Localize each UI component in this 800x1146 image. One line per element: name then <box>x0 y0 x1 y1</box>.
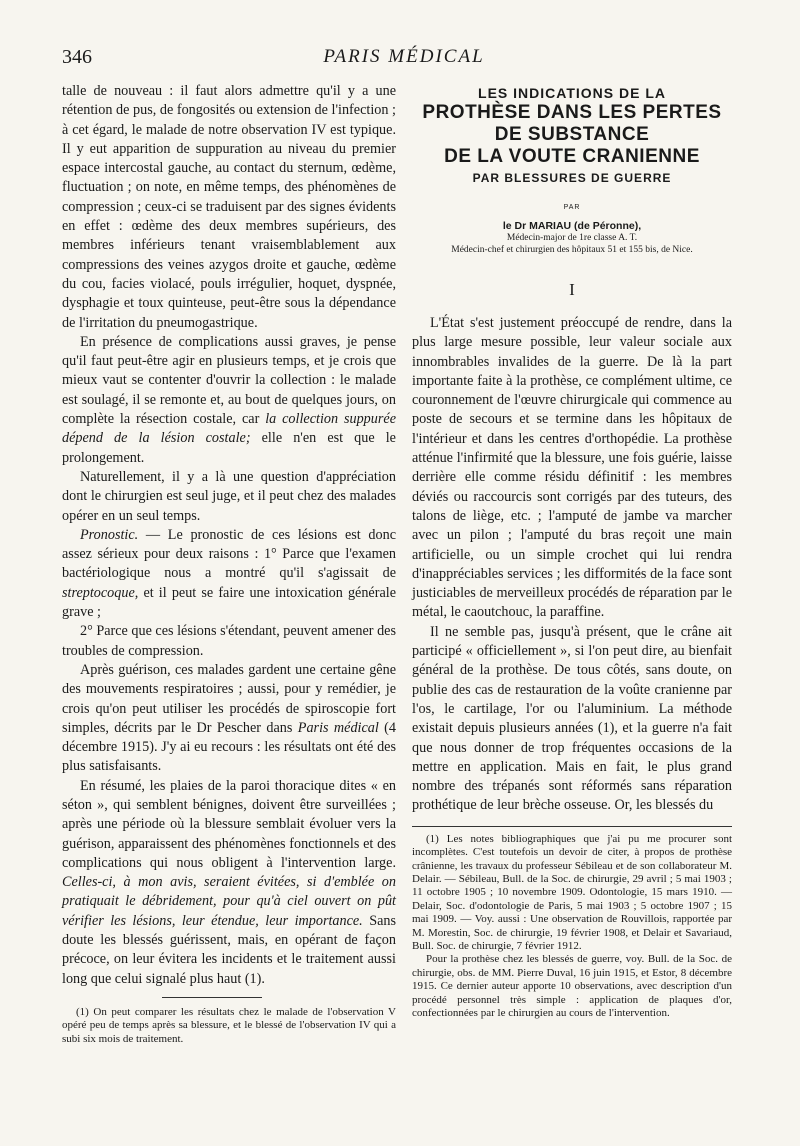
byline-par: PAR <box>563 204 581 211</box>
right-paragraph-2: Il ne semble pas, jusqu'à présent, que le crâne ait participé « officiellement », si l'on peut dire, au bienfait général de la prothèse. De tous côtés, sans doute, on publie des cas de restauration de la voûte cranienne par l'os, le cartilage, l'or ou l'aluminium. La méthode existait depuis plusieurs années (1), et la guerre n'a fait que nous donner de trop fréquentes occasions de la mettre en application. Mais en fait, le plus grand nombre des trépanés sont réformés sans réparation prothétique de leur brèche osseuse. Or, les blessés du <box>412 623 732 814</box>
left-paragraph-4 <box>62 526 396 622</box>
italic-run: la collection suppurée dépend de la lésion costale; <box>62 411 396 447</box>
byline <box>412 204 732 256</box>
author-affiliation: Médecin-chef et chirurgien des hôpitaux 51 et 155 bis, de Nice. <box>451 245 693 255</box>
author-rank: Médecin-major de 1re classe A. T. <box>506 233 638 243</box>
text-run: — Le pronostic de ces lésions est donc assez sérieux pour deux raisons : 1° Parce que l'examen bactériologique nous a montré qu'il s'agissait de <box>62 526 396 582</box>
right-paragraph-1: L'État s'est justement préoccupé de rendre, dans la plus large mesure possible, leur valeur sociale aux innombrables invalides de la guerre. De là la part importante faite à la prothèse, ce complément ultime, ce couronnement de l'œuvre chirurgicale qui commence au poste de secours et se termine dans les hôpitaux de l'intérieur et dans les centres d'orthopédie. La prothèse atténue l'infirmité que la blessure, une fois guérie, laisse derrière elle comme résidu définitif : les membres déviés ou raccourcis sont corrigés par des tuteurs, des talons de liège, etc. ; l'amputé de jambe va marcher avec un pilon ; l'amputé du bras reçoit une main artificielle, ou un simple crochet qui lui rendra d'inappréciables services ; les difformités de la face sont justiciables de merveilleux procédés de réparation par le métal, le caoutchouc, la paraffine. <box>412 315 732 621</box>
article-title <box>412 84 732 186</box>
title-line-2: PROTHÈSE DANS LES PERTES <box>422 102 722 123</box>
right-footnote-1: (1) Les notes bibliographiques que j'ai pu me procurer sont incomplètes. C'est toutefois un devoir de citer, à propos de prothèse crânienne, les travaux du professeur Sébileau et de son collaborateur M. Delair. — Sébileau, Bull. de la Soc. de chirurgie, 29 avril ; 5 mai 1903 ; 11 octobre 1905 ; 10 novembre 1909. Odontologie, 15 mars 1910. — Delair, Soc. d'odontologie de Paris, 5 mai 1903 ; 5 octobre 1907 ; 15 mai 1909. — Voy. aussi : Une observation de Rouvillois, rapportée par M. Morestin, Soc. de chirurgie, 19 février 1908, et Delair et Savariaud, Bull. Soc. de chirurgie, 7 février 1912. <box>412 832 732 952</box>
text-run: En résumé, les plaies de la paroi thoracique dites « en séton », qui semblent bénignes, doivent être surveillées ; après une période où la blessure semblait évoluer vers la guérison, apparaissent des phénomènes fonctionnels et des complications qui nous obligent à l'intervention large. <box>62 777 396 871</box>
left-paragraph-3: Naturellement, il y a là une question d'appréciation dont le chirurgien est seul juge, et il peut chez des malades opérer en un seul temps. <box>62 468 396 524</box>
right-column <box>412 82 732 1020</box>
left-column <box>62 82 396 1046</box>
title-line-4: DE LA VOUTE CRANIENNE <box>444 146 700 167</box>
text-run: En présence de complications aussi graves, je pense qu'il faut peut-être agir en plusieurs temps, et je crois que mieux vaut se contenter d'ouvrir la collection : le malade est soulagé, il se remonte et, au bout de quelques jours, on complète la résection costale, car <box>62 333 396 428</box>
text-run: Après guérison, ces malades gardent une certaine gêne des mouvements respiratoires ; aussi, pour y remédier, je crois qu'on peut utiliser les procédés de spiroscopie fort simples, décrits par le Dr Pescher dans <box>62 661 396 736</box>
page-number: 346 <box>62 46 92 68</box>
right-footnote-2: Pour la prothèse chez les blessés de guerre, voy. Bull. de la Soc. de chirurgie, obs. de MM. Pierre Duval, 16 juin 1915, et Estor, 8 décembre 1915. Ce dernier auteur apporte 10 observations, avec description d'un procédé personnel très simple : application de plaques d'or, confectionnées par le chirurgien au cours de l'intervention. <box>412 953 732 1019</box>
title-line-5: PAR BLESSURES DE GUERRE <box>472 171 672 185</box>
left-footnote: (1) On peut comparer les résultats chez le malade de l'observation V opéré peu de temps après sa blessure, et le blessé de l'observation IV qui a subi six mois de traitement. <box>62 1005 396 1045</box>
text-run: (4 décembre 1915). J'y ai eu recours : les résultats ont été des plus satisfaisants. <box>62 719 397 775</box>
author-name: le Dr MARIAU (de Péronne), <box>502 220 642 232</box>
text-run: Sans doute les blessés guérissent, mais, en opérant de façon précoce, on leur évitera les incidents et le traitement aussi long que celui signalé plus haut (1). <box>62 912 396 987</box>
page-header <box>62 46 746 72</box>
italic-run: streptocoque, <box>62 584 139 601</box>
italic-run: Paris médical <box>297 719 379 736</box>
running-title: PARIS MÉDICAL <box>323 46 485 67</box>
text-run: elle n'en est que le prolongement. <box>62 430 396 466</box>
footnote-divider <box>412 826 732 827</box>
left-paragraph-5: 2° Parce que ces lésions s'étendant, peuvent amener des troubles de compression. <box>62 623 396 659</box>
footnote-divider <box>162 997 262 998</box>
section-heading-pronostic: Pronostic. <box>80 526 139 543</box>
title-line-3: DE SUBSTANCE <box>494 124 650 145</box>
text-run: et il peut se faire une intoxication générale grave ; <box>62 584 396 621</box>
left-paragraph-2 <box>62 333 396 468</box>
left-paragraph-7 <box>62 777 396 989</box>
title-line-1: LES INDICATIONS DE LA <box>478 85 666 101</box>
italic-run: Celles-ci, à mon avis, seraient évitées, si d'emblée on pratiquait le débridement, pour qu'à ciel ouvert on pût vérifier les lésions, leur étendue, leur importance. <box>62 874 396 929</box>
left-paragraph-6 <box>62 661 396 777</box>
section-number: I <box>569 280 575 299</box>
left-paragraph-1: talle de nouveau : il faut alors admettre qu'il y a une rétention de pus, de fongosités ou extension de l'infection ; à cet égard, le malade de notre observation IV est typique. Il y eut apparition de suppuration au niveau du premier espace intercostal gauche, au contact du sternum, œdème, fluctuation ; on note, en même temps, des phénomènes de compression ; ceux-ci se traduisent par des signes évidents en effet : œdème des deux membres supérieurs, des membres inférieurs tenant vraisemblablement aux compressions des veines azygos droite et gauche, œdème du cou, facies violacé, pouls irrégulier, hoquet, dyspnée, dysphagie et toux quinteuse, peut-être sous la dépendance de l'irritation du pneumogastrique. <box>62 83 396 331</box>
